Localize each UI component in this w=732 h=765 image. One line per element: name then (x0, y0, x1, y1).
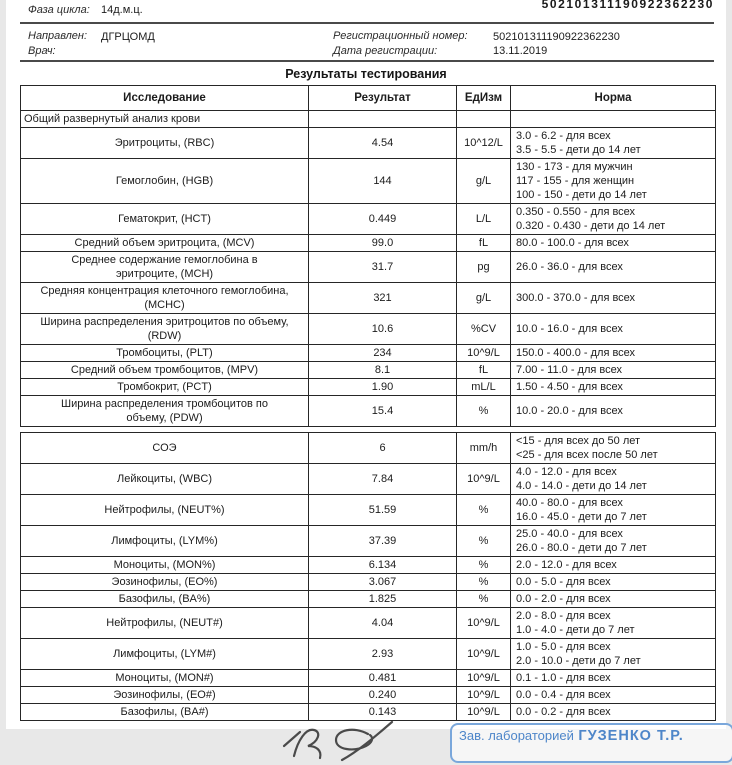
unit-cell: 10^12/L (457, 128, 511, 159)
test-name-cell: Эритроциты, (RBC) (21, 128, 309, 159)
test-name-cell: Моноциты, (MON%) (21, 557, 309, 574)
unit-cell: pg (457, 252, 511, 283)
norm-range-cell: 4.0 - 12.0 - для всех 4.0 - 14.0 - дети до 14 лет (511, 464, 716, 495)
norm-range-cell: 7.00 - 11.0 - для всех (511, 362, 716, 379)
result-value-cell: 0.240 (309, 687, 457, 704)
norm-range-cell: 1.0 - 5.0 - для всех 2.0 - 10.0 - дети до 7 лет (511, 639, 716, 670)
lab-report-page (6, 0, 726, 744)
test-name-cell: Среднее содержание гемоглобина в эритроците, (MCH) (21, 252, 309, 283)
unit-cell: g/L (457, 283, 511, 314)
unit-cell: 10^9/L (457, 608, 511, 639)
result-value-cell: 2.93 (309, 639, 457, 670)
stamp-name: ГУЗЕНКО Т.Р. (578, 728, 684, 744)
result-value-cell: 31.7 (309, 252, 457, 283)
unit-cell: mL/L (457, 379, 511, 396)
unit-cell: mm/h (457, 433, 511, 464)
test-name-cell: Ширина распределения эритроцитов по объему, (RDW) (21, 314, 309, 345)
header-divider-bottom (20, 60, 714, 62)
test-name-cell: Нейтрофилы, (NEUT%) (21, 495, 309, 526)
result-row (21, 396, 716, 427)
result-row (21, 526, 716, 557)
result-value-cell: 234 (309, 345, 457, 362)
result-row (21, 464, 716, 495)
result-value-cell: 51.59 (309, 495, 457, 526)
norm-range-cell: 0.1 - 1.0 - для всех (511, 670, 716, 687)
result-row (21, 314, 716, 345)
result-row (21, 235, 716, 252)
result-row (21, 687, 716, 704)
unit-cell: g/L (457, 159, 511, 204)
referred-value: ДГРЦОМД (101, 31, 155, 43)
registration-date-label: Дата регистрации: (333, 45, 438, 57)
unit-cell: fL (457, 362, 511, 379)
test-name-cell: Тромбоциты, (PLT) (21, 345, 309, 362)
test-name-cell: Ширина распределения тромбоцитов по объему, (PDW) (21, 396, 309, 427)
result-value-cell: 8.1 (309, 362, 457, 379)
unit-cell: 10^9/L (457, 639, 511, 670)
signature-icon (276, 722, 426, 762)
registration-number-value: 502101311190922362230 (493, 31, 620, 43)
result-row (21, 362, 716, 379)
norm-range-cell: 80.0 - 100.0 - для всех (511, 235, 716, 252)
test-name-cell: Лимфоциты, (LYM#) (21, 639, 309, 670)
norm-range-cell: 2.0 - 8.0 - для всех 1.0 - 4.0 - дети до 7 лет (511, 608, 716, 639)
unit-cell: % (457, 574, 511, 591)
report-footer (34, 721, 729, 765)
result-row (21, 670, 716, 687)
result-row (21, 433, 716, 464)
result-row (21, 557, 716, 574)
unit-cell: 10^9/L (457, 687, 511, 704)
results-table-part1 (20, 85, 716, 427)
norm-range-cell: 150.0 - 400.0 - для всех (511, 345, 716, 362)
result-row (21, 639, 716, 670)
norm-range-cell: 0.0 - 0.2 - для всех (511, 704, 716, 721)
result-row (21, 128, 716, 159)
norm-range-cell: 26.0 - 36.0 - для всех (511, 252, 716, 283)
result-row (21, 591, 716, 608)
unit-cell: 10^9/L (457, 464, 511, 495)
test-name-cell: Средняя концентрация клеточного гемоглобина, (MCHC) (21, 283, 309, 314)
result-row (21, 283, 716, 314)
result-row (21, 495, 716, 526)
result-value-cell: 7.84 (309, 464, 457, 495)
test-name-cell: Моноциты, (MON#) (21, 670, 309, 687)
cycle-phase-label: Фаза цикла: (28, 4, 90, 16)
norm-range-cell: 40.0 - 80.0 - для всех 16.0 - 45.0 - дети до 7 лет (511, 495, 716, 526)
norm-range-cell: 2.0 - 12.0 - для всех (511, 557, 716, 574)
result-value-cell: 321 (309, 283, 457, 314)
result-value-cell: 4.54 (309, 128, 457, 159)
empty-cell (511, 111, 716, 128)
result-value-cell: 4.04 (309, 608, 457, 639)
unit-cell: 10^9/L (457, 345, 511, 362)
empty-cell (309, 111, 457, 128)
test-name-cell: Нейтрофилы, (NEUT#) (21, 608, 309, 639)
table-header-row (21, 86, 716, 111)
norm-range-cell: 10.0 - 16.0 - для всех (511, 314, 716, 345)
norm-range-cell: 300.0 - 370.0 - для всех (511, 283, 716, 314)
result-value-cell: 6 (309, 433, 457, 464)
result-row (21, 159, 716, 204)
result-row (21, 574, 716, 591)
norm-range-cell: 130 - 173 - для мужчин 117 - 155 - для женщин 100 - 150 - дети до 14 лет (511, 159, 716, 204)
unit-cell: L/L (457, 204, 511, 235)
norm-range-cell: 1.50 - 4.50 - для всех (511, 379, 716, 396)
registration-date-value: 13.11.2019 (493, 45, 548, 57)
stamp-title: Зав. лабораторией (459, 728, 574, 743)
result-value-cell: 0.449 (309, 204, 457, 235)
cycle-phase-value: 14д.м.ц. (101, 4, 143, 16)
norm-range-cell: 0.0 - 0.4 - для всех (511, 687, 716, 704)
result-row (21, 204, 716, 235)
norm-range-cell: 10.0 - 20.0 - для всех (511, 396, 716, 427)
unit-cell: 10^9/L (457, 704, 511, 721)
test-name-cell: СОЭ (21, 433, 309, 464)
unit-cell: % (457, 526, 511, 557)
test-name-cell: Гематокрит, (HCT) (21, 204, 309, 235)
result-value-cell: 0.481 (309, 670, 457, 687)
column-header-result: Результат (309, 86, 457, 111)
unit-cell: % (457, 495, 511, 526)
result-row (21, 345, 716, 362)
results-area (20, 85, 715, 765)
norm-range-cell: 0.350 - 0.550 - для всех 0.320 - 0.430 - дети до 14 лет (511, 204, 716, 235)
lab-stamp (450, 723, 732, 763)
result-value-cell: 6.134 (309, 557, 457, 574)
test-name-cell: Тромбокрит, (PCT) (21, 379, 309, 396)
unit-cell: % (457, 396, 511, 427)
referred-label: Направлен: (28, 30, 88, 42)
test-name-cell: Эозинофилы, (EO%) (21, 574, 309, 591)
norm-range-cell: 3.0 - 6.2 - для всех 3.5 - 5.5 - дети до 14 лет (511, 128, 716, 159)
page-title: Результаты тестирования (285, 67, 447, 81)
results-table-part2 (20, 432, 716, 721)
norm-range-cell: 25.0 - 40.0 - для всех 26.0 - 80.0 - дети до 7 лет (511, 526, 716, 557)
result-row (21, 252, 716, 283)
norm-range-cell: 0.0 - 2.0 - для всех (511, 591, 716, 608)
empty-cell (457, 111, 511, 128)
result-value-cell: 1.825 (309, 591, 457, 608)
norm-range-cell: 0.0 - 5.0 - для всех (511, 574, 716, 591)
unit-cell: fL (457, 235, 511, 252)
result-value-cell: 144 (309, 159, 457, 204)
document-number: 502101311190922362230 (541, 0, 714, 11)
unit-cell: %CV (457, 314, 511, 345)
result-value-cell: 15.4 (309, 396, 457, 427)
column-header-norm: Норма (511, 86, 716, 111)
result-value-cell: 3.067 (309, 574, 457, 591)
registration-number-label: Регистрационный номер: (333, 30, 468, 42)
result-value-cell: 37.39 (309, 526, 457, 557)
norm-range-cell: <15 - для всех до 50 лет <25 - для всех после 50 лет (511, 433, 716, 464)
test-name-cell: Средний объем тромбоцитов, (MPV) (21, 362, 309, 379)
test-name-cell: Гемоглобин, (HGB) (21, 159, 309, 204)
unit-cell: 10^9/L (457, 670, 511, 687)
test-name-cell: Эозинофилы, (EO#) (21, 687, 309, 704)
result-row (21, 608, 716, 639)
result-value-cell: 99.0 (309, 235, 457, 252)
result-value-cell: 1.90 (309, 379, 457, 396)
group-label: Общий развернутый анализ крови (21, 111, 309, 128)
header-divider-top (20, 22, 714, 24)
test-name-cell: Лимфоциты, (LYM%) (21, 526, 309, 557)
column-header-unit: ЕдИзм (457, 86, 511, 111)
result-value-cell: 0.143 (309, 704, 457, 721)
unit-cell: % (457, 591, 511, 608)
unit-cell: % (457, 557, 511, 574)
group-row (21, 111, 716, 128)
column-header-test: Исследование (21, 86, 309, 111)
result-row (21, 379, 716, 396)
result-value-cell: 10.6 (309, 314, 457, 345)
test-name-cell: Базофилы, (BA%) (21, 591, 309, 608)
test-name-cell: Лейкоциты, (WBC) (21, 464, 309, 495)
test-name-cell: Базофилы, (BA#) (21, 704, 309, 721)
doctor-label: Врач: (28, 45, 56, 57)
result-row (21, 704, 716, 721)
test-name-cell: Средний объем эритроцита, (MCV) (21, 235, 309, 252)
